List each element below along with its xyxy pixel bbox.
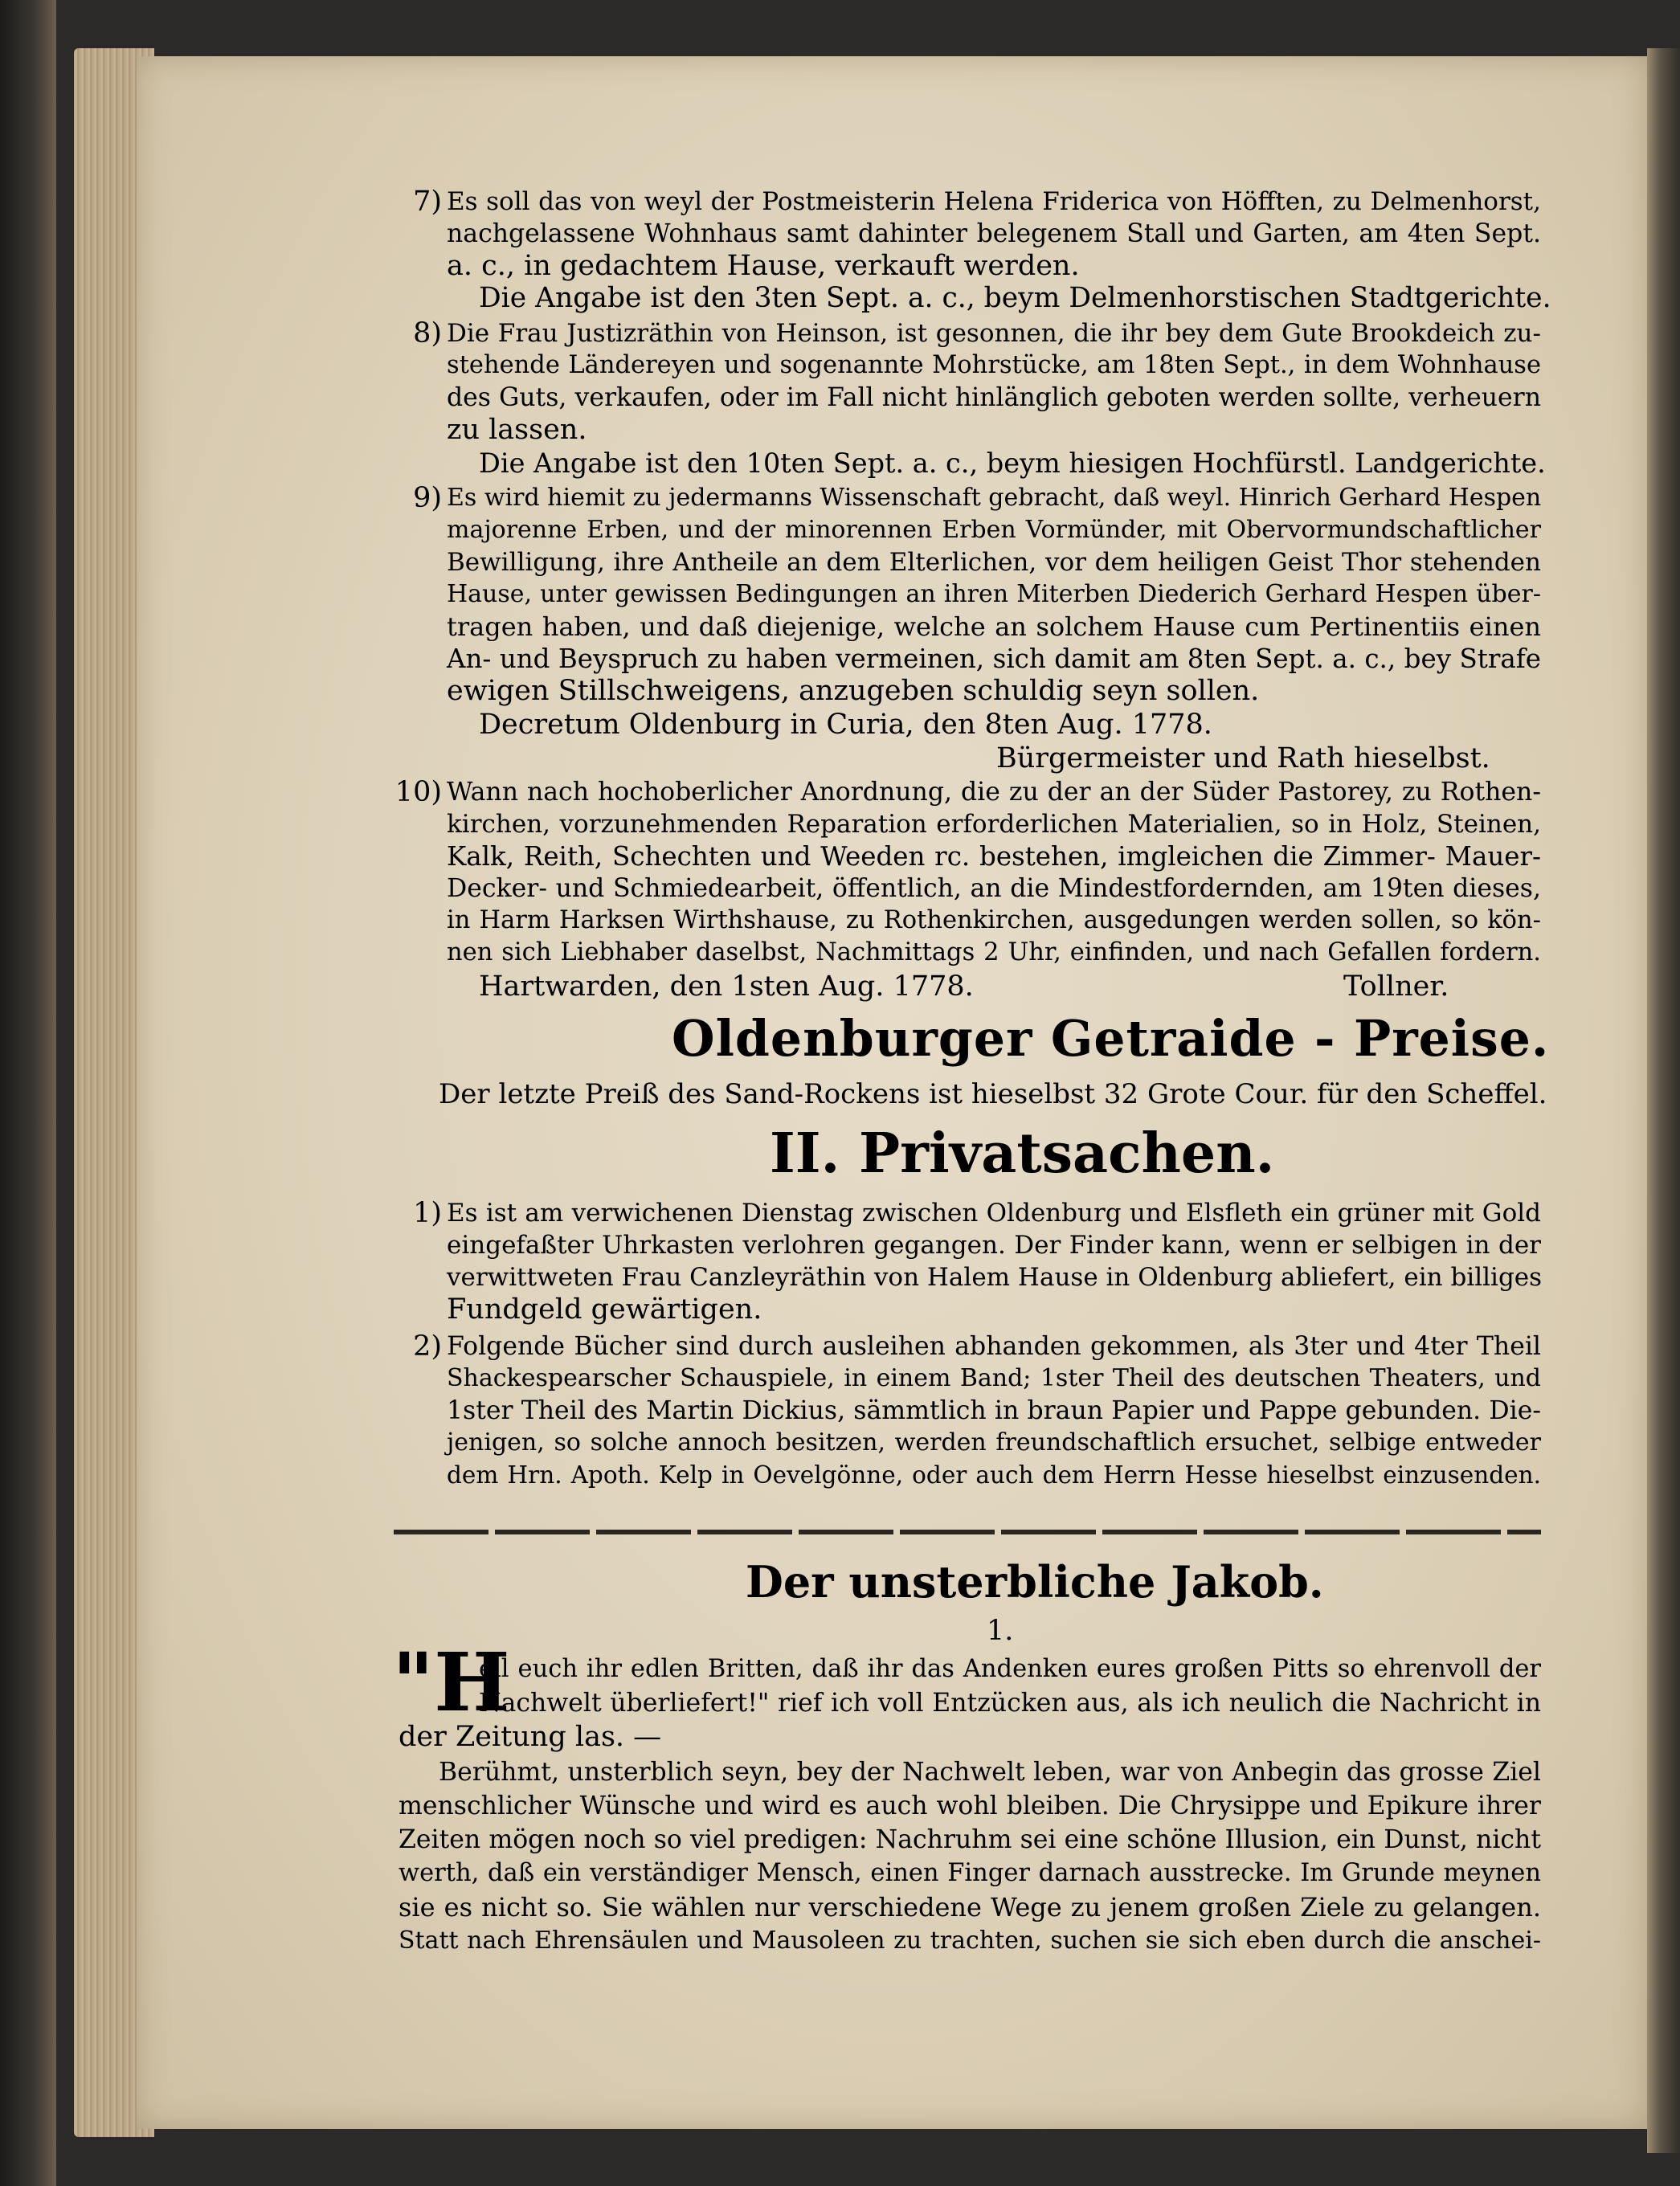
text-line: Kalk, Reith, Schechten und Weeden rc. bestehen, imgleichen die Zimmer- Mauer-	[447, 841, 1541, 872]
grain-price-line: Der letzte Preiß des Sand-Rockens ist hieselbst 32 Grote Cour. für den Scheffel.	[439, 1078, 1547, 1110]
text-line: in Harm Harksen Wirthshause, zu Rothenkirchen, ausgedungen werden sollen, so kön-	[447, 906, 1541, 934]
drop-cap: "H	[392, 1635, 510, 1730]
source-line: Die Angabe ist den 10ten Sept. a. c., beym hiesigen Hochfürstl. Landgerichte.	[479, 447, 1546, 479]
text-line: Es ist am verwichenen Dienstag zwischen Oldenburg und Elsfleth ein grüner mit Gold	[447, 1199, 1541, 1228]
text-line: Bewilligung, ihre Antheile an dem Elterlichen, vor dem heiligen Geist Thor stehenden	[447, 548, 1541, 577]
place-date-line: Hartwarden, den 1sten Aug. 1778.	[479, 970, 974, 1003]
grain-price-heading: Oldenburger Getraide - Preise.	[672, 1009, 1550, 1068]
text-line: Die Frau Justizräthin von Heinson, ist gesonnen, die ihr bey dem Gute Brookdeich zu-	[447, 319, 1541, 348]
text-line: Shackespearscher Schauspiele, in einem Band; 1ster Theil des deutschen Theaters, und	[447, 1364, 1541, 1392]
text-line: eingefaßter Uhrkasten verlohren gegangen. Der Finder kann, wenn er selbigen in der	[447, 1231, 1541, 1260]
text-line: jenigen, so solche annoch besitzen, werden freundschaftlich ersuchet, selbige entweder	[447, 1428, 1541, 1457]
section-heading: II. Privatsachen.	[770, 1122, 1275, 1186]
text-line: a. c., in gedachtem Hause, verkauft werden.	[447, 250, 1080, 282]
text-line: der Zeitung las. —	[399, 1721, 662, 1753]
text-line: menschlicher Wünsche und wird es auch wohl bleiben. Die Chrysippe und Epikure ihrer	[399, 1792, 1541, 1820]
text-line: Folgende Bücher sind durch ausleihen abhanden gekommen, als 3ter und 4ter Theil	[447, 1332, 1541, 1361]
item-number: 2)	[413, 1330, 442, 1363]
text-line: stehende Ländereyen und sogenannte Mohrstücke, am 18ten Sept., in dem Wohnhause	[447, 351, 1541, 379]
decree-line: Decretum Oldenburg in Curia, den 8ten Aug. 1778.	[479, 709, 1212, 741]
text-line: des Guts, verkaufen, oder im Fall nicht hinlänglich geboten werden sollte, verheuern	[447, 383, 1541, 412]
source-line: Die Angabe ist den 3ten Sept. a. c., beym Delmenhorstischen Stadtgerichte.	[479, 282, 1551, 314]
item-number: 9)	[413, 482, 442, 514]
text-line: tragen haben, und daß diejenige, welche an solchem Hause cum Pertinentiis einen	[447, 611, 1541, 642]
item-number: 7)	[413, 186, 442, 218]
text-line: nachgelassene Wohnhaus samt dahinter belegenem Stall und Garten, am 4ten Sept.	[447, 219, 1541, 248]
text-line: Es soll das von weyl der Postmeisterin Helena Friderica von Höfften, zu Delmenhorst,	[447, 187, 1541, 216]
text-line: An- und Beyspruch zu haben vermeinen, sich damit am 8ten Sept. a. c., bey Strafe	[447, 644, 1541, 674]
text-line: eil euch ihr edlen Britten, daß ihr das Andenken eures großen Pitts so ehrenvoll der	[479, 1655, 1541, 1683]
text-line: Statt nach Ehrensäulen und Mausoleen zu trachten, suchen sie sich eben durch die anschei-	[399, 1927, 1541, 1955]
text-line: Zeiten mögen noch so viel predigen: Nachruhm sei eine schöne Illusion, ein Dunst, nicht	[399, 1825, 1541, 1854]
signature-line: Bürgermeister und Rath hieselbst.	[996, 742, 1490, 774]
text-line: nen sich Liebhaber daselbst, Nachmittags 2 Uhr, einfinden, und nach Gefallen fordern.	[447, 938, 1541, 966]
text-line: Wann nach hochoberlicher Anordnung, die zu der an der Süder Pastorey, zu Rothen-	[447, 778, 1541, 807]
item-number: 8)	[413, 317, 442, 349]
text-line: kirchen, vorzunehmenden Reparation erforderlichen Materialien, so in Holz, Steinen,	[447, 810, 1541, 839]
text-line: dem Hrn. Apoth. Kelp in Oevelgönne, oder auch dem Herrn Hesse hieselbst einzusenden.	[447, 1461, 1541, 1489]
text-line: ewigen Stillschweigens, anzugeben schuldig seyn sollen.	[447, 675, 1260, 707]
text-line: majorenne Erben, und der minorennen Erben Vormünder, mit Obervormundschaftlicher	[447, 516, 1541, 544]
essay-part-number: 1.	[987, 1615, 1014, 1647]
signature-line: Tollner.	[1343, 970, 1449, 1003]
text-line: verwittweten Frau Canzleyräthin von Halem Hause in Oldenburg abliefert, ein billiges	[447, 1263, 1543, 1292]
section-divider-rule	[394, 1530, 1541, 1534]
text-line: Es wird hiemit zu jedermanns Wissenschaft gebracht, daß weyl. Hinrich Gerhard Hespen	[447, 484, 1542, 512]
text-line: 1ster Theil des Martin Dickius, sämmtlich in braun Papier und Pappe gebunden. Die-	[447, 1396, 1541, 1425]
text-line: Decker- und Schmiedearbeit, öffentlich, an die Mindestfordernden, am 19ten dieses,	[447, 874, 1541, 903]
item-number: 10)	[394, 776, 442, 808]
text-line: zu lassen.	[447, 414, 587, 446]
scan-background-right	[1647, 48, 1680, 2153]
item-number: 1)	[413, 1197, 442, 1229]
text-line: Nachwelt überliefert!" rief ich voll Entzücken aus, als ich neulich die Nachricht in	[479, 1689, 1541, 1718]
text-line: Fundgeld gewärtigen.	[447, 1293, 762, 1326]
text-line: werth, daß ein verständiger Mensch, einen Finger darnach ausstrecke. Im Grunde meynen	[399, 1859, 1541, 1887]
essay-title: Der unsterbliche Jakob.	[746, 1556, 1324, 1608]
text-line: Berühmt, unsterblich seyn, bey der Nachwelt leben, war von Anbegin das grosse Ziel	[439, 1758, 1541, 1787]
scan-background-left	[0, 0, 56, 2186]
text-line: Hause, unter gewissen Bedingungen an ihren Miterben Diederich Gerhard Hespen über-	[447, 580, 1541, 608]
text-line: sie es nicht so. Sie wählen nur verschiedene Wege zu jenem großen Ziele zu gelangen.	[399, 1892, 1541, 1922]
